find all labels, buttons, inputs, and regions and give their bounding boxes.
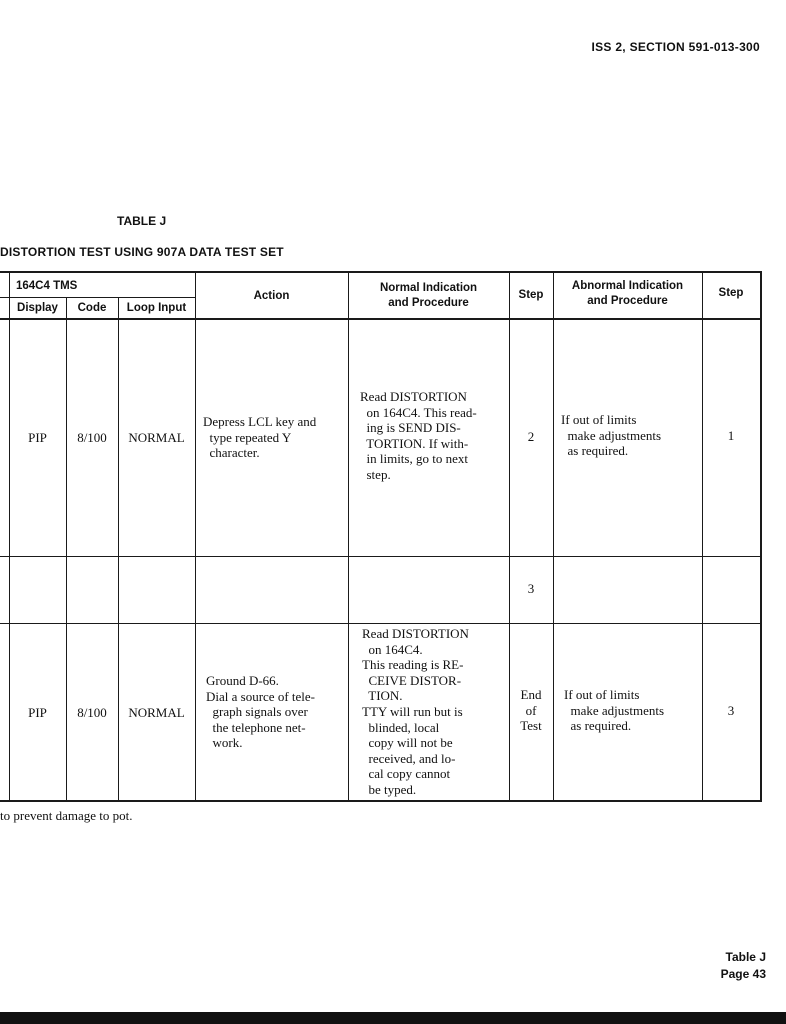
row3-normal: Read DISTORTION on 164C4. This reading is RE- CEIVE DISTOR- TION. TTY will run but is blinded, local copy will not be received, and lo- cal copy cannot be typed. (362, 626, 469, 797)
row1-abnormal: If out of limits make adjustments as required. (561, 412, 662, 459)
footer-page-number: Page 43 (720, 967, 766, 981)
section-header: ISS 2, SECTION 591-013-300 (591, 40, 760, 54)
footer-table-label: Table J (725, 950, 766, 964)
col-group-164c4-tms: 164C4 TMS (16, 280, 78, 292)
row1-step: 2 (527, 429, 535, 444)
table-subtitle: DISTORTION TEST USING 907A DATA TEST SET (0, 245, 284, 259)
row1-loop-input: NORMAL (128, 430, 185, 445)
row1-code: 8/100 (77, 430, 107, 445)
footnote: to prevent damage to pot. (0, 808, 133, 823)
column-divider (195, 273, 196, 800)
row1-step-2: 1 (727, 428, 735, 443)
row-rule (0, 623, 760, 624)
row3-abnormal: If out of limits make adjustments as required. (564, 687, 665, 734)
column-divider (66, 297, 67, 800)
col-loop-input: Loop Input (126, 302, 187, 314)
row-rule (0, 556, 760, 557)
column-divider (348, 273, 349, 800)
row3-step-2: 3 (727, 703, 735, 718)
column-divider (553, 273, 554, 800)
col-step-2: Step (718, 287, 744, 299)
col-action: Action (253, 290, 290, 302)
col-abnormal-indication: Abnormal Indication and Procedure (571, 280, 684, 307)
table-title: TABLE J (117, 214, 167, 228)
row3-code: 8/100 (77, 705, 107, 720)
row1-normal: Read DISTORTION on 164C4. This read- ing is SEND DIS- TORTION. If with- in limits, go to next step. (360, 389, 477, 482)
header-rule (0, 318, 760, 320)
column-divider (702, 273, 703, 800)
row3-loop-input: NORMAL (128, 705, 185, 720)
col-normal-indication: Normal Indication and Procedure (379, 282, 478, 309)
row3-step: End of Test (520, 687, 542, 734)
row2-step: 3 (527, 581, 535, 596)
col-code: Code (77, 302, 107, 314)
distortion-test-table (0, 271, 762, 802)
row3-action: Ground D-66. Dial a source of tele- graph signals over the telephone net- work. (206, 673, 316, 751)
col-step: Step (518, 289, 544, 301)
row1-action: Depress LCL key and type repeated Y character. (203, 414, 317, 461)
row1-display: PIP (28, 430, 47, 445)
column-divider (9, 273, 10, 800)
scan-edge-band (0, 1012, 786, 1024)
col-display: Display (17, 302, 58, 314)
row3-display: PIP (28, 705, 47, 720)
group-header-rule (0, 297, 195, 298)
column-divider (118, 297, 119, 800)
